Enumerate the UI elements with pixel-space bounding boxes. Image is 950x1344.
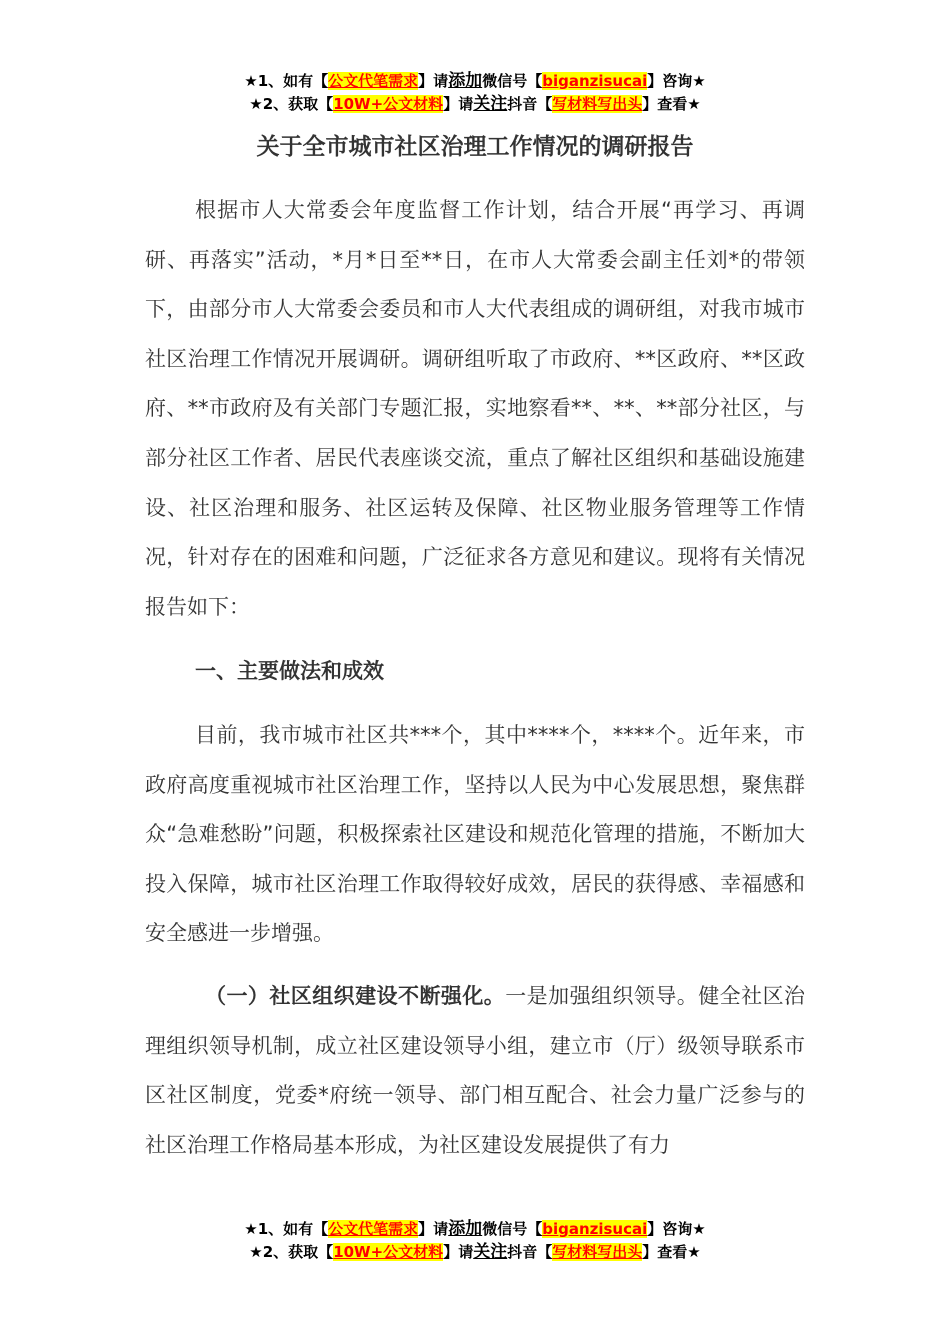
banner-line-2 xyxy=(0,93,950,116)
banner-emphasis: 添加 xyxy=(448,1219,483,1239)
banner-emphasis: 添加 xyxy=(448,71,483,91)
banner-text: 】请 xyxy=(418,1220,449,1238)
banner-text: ★1、如有【 xyxy=(244,72,329,90)
banner-text: 】咨询★ xyxy=(647,72,706,90)
banner-text: 】请 xyxy=(443,95,474,113)
banner-text: 微信号【 xyxy=(482,1220,543,1238)
banner-text: 微信号【 xyxy=(482,72,543,90)
banner-text: ★2、获取【 xyxy=(249,1243,334,1261)
paragraph-overview: 目前，我市城市社区共***个，其中****个，****个。近年来，市政府高度重视城市社区治理工作，坚持以人民为中心发展思想，聚焦群众“急难愁盼”问题，积极探索社区建设和规范化管理的措施，不断加大投入保障，城市社区治理工作取得较好成效，居民的获得感、幸福感和安全感进一步增强。 xyxy=(145,723,805,946)
banner-text: 】请 xyxy=(443,1243,474,1261)
footer-banner xyxy=(0,1218,950,1264)
banner-douyin-id: 写材料写出头 xyxy=(552,1243,643,1261)
banner-emphasis: 关注 xyxy=(473,94,508,114)
banner-line-2 xyxy=(0,1241,950,1264)
paragraph-subsection xyxy=(145,972,805,1170)
banner-wechat-id: biganzisucai xyxy=(542,72,648,90)
banner-line-1 xyxy=(0,1218,950,1241)
document-title: 关于全市城市社区治理工作情况的调研报告 xyxy=(256,134,694,160)
banner-highlight: 公文代笔需求 xyxy=(328,72,419,90)
banner-douyin-id: 写材料写出头 xyxy=(552,95,643,113)
banner-text: 】咨询★ xyxy=(647,1220,706,1238)
paragraph-intro: 根据市人大常委会年度监督工作计划，结合开展“再学习、再调研、再落实”活动，*月*日至**日，在市人大常委会副主任刘*的带领下，由部分市人大常委会委员和市人大代表组成的调研组，对我市城市社区治理工作情况开展调研。调研组听取了市政府、**区政府、**区政府、**市政府及有关部门专题汇报，实地察看**、**、**部分社区，与部分社区工作者、居民代表座谈交流，重点了解社区组织和基础设施建设、社区治理和服务、社区运转及保障、社区物业服务管理等工作情况，针对存在的困难和问题，广泛征求各方意见和建议。现将有关情况报告如下： xyxy=(145,198,805,619)
header-banner xyxy=(0,70,950,116)
banner-line-1 xyxy=(0,70,950,93)
banner-highlight: 公文代笔需求 xyxy=(328,1220,419,1238)
banner-highlight: 10W+公文材料 xyxy=(333,1243,444,1261)
banner-text: 】查看★ xyxy=(642,95,701,113)
banner-text: 】请 xyxy=(418,72,449,90)
banner-text: 】查看★ xyxy=(642,1243,701,1261)
banner-text: ★1、如有【 xyxy=(244,1220,329,1238)
subsection-heading: （一）社区组织建设不断强化。 xyxy=(205,984,506,1008)
banner-emphasis: 关注 xyxy=(473,1242,508,1262)
subsection-text: 一是加强组织领导。健全社区治理组织领导机制，成立社区建设领导小组，建立市（厅）级领导联系市区社区制度，党委*府统一领导、部门相互配合、社会力量广泛参与的社区治理工作格局基本形成，为社区建设发展提供了有力 xyxy=(145,984,806,1157)
banner-highlight: 10W+公文材料 xyxy=(333,95,444,113)
banner-wechat-id: biganzisucai xyxy=(542,1220,648,1238)
banner-text: ★2、获取【 xyxy=(249,95,334,113)
banner-text: 抖音【 xyxy=(507,95,553,113)
section-heading: 一、主要做法和成效 xyxy=(195,659,384,683)
banner-text: 抖音【 xyxy=(507,1243,553,1261)
